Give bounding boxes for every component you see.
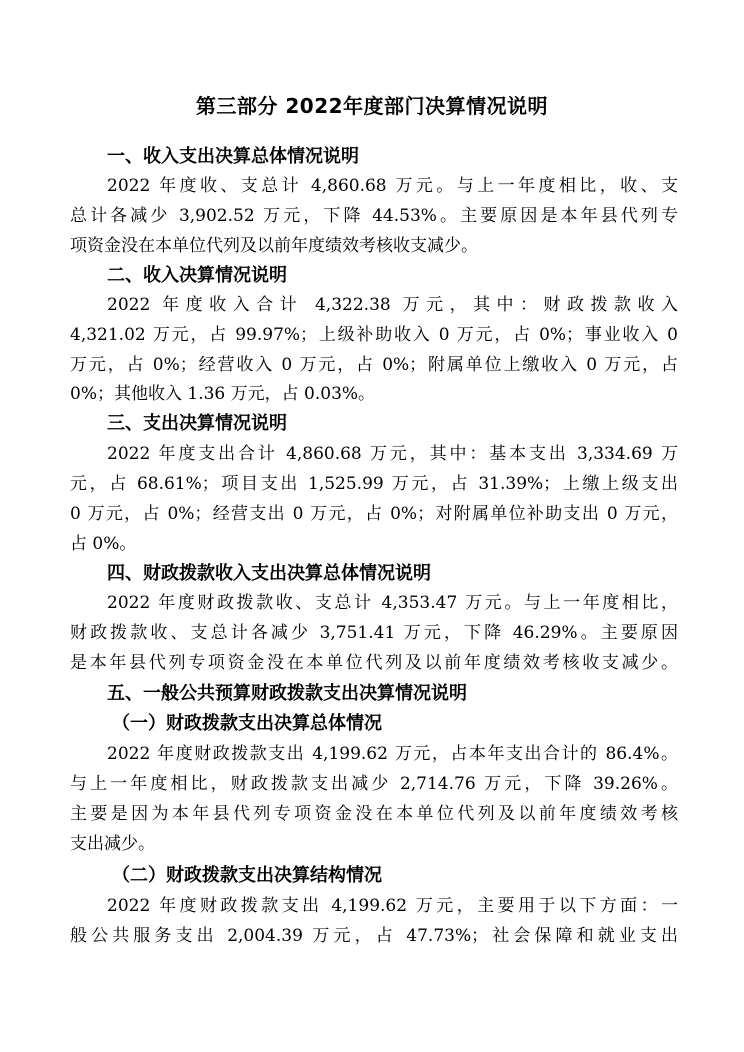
paragraph-line: 0 万元，占 0%；经营支出 0 万元，占 0%；对附属单位补助支出 0 万元，: [70, 504, 678, 524]
section-heading-2: 二、收入决算情况说明: [107, 265, 287, 286]
paragraph-line: 项资金没在本单位代列及以前年度绩效考核收支减少。: [70, 236, 478, 256]
section-heading-3: 三、支出决算情况说明: [107, 413, 287, 434]
paragraph-line: 主要是因为本年县代列专项资金没在本单位代列及以前年度绩效考核: [70, 804, 678, 824]
section-heading-1: 一、收入支出决算总体情况说明: [107, 146, 359, 167]
paragraph-line: 2022 年度财政拨款收、支总计 4,353.47 万元。与上一年度相比，: [107, 593, 678, 613]
paragraph-line: 2022 年度收、支总计 4,860.68 万元。与上一年度相比，收、支: [107, 176, 678, 196]
paragraph-line: 2022 年度收入合计 4,322.38 万元，其中：财政拨款收入: [107, 295, 678, 315]
paragraph-line: 2022 年度财政拨款支出 4,199.62 万元，主要用于以下方面：一: [107, 896, 678, 916]
paragraph-line: 元，占 68.61%；项目支出 1,525.99 万元，占 31.39%；上缴上级支出: [70, 474, 678, 494]
paragraph-line: 占 0%。: [70, 534, 137, 554]
paragraph-line: 总计各减少 3,902.52 万元，下降 44.53%。主要原因是本年县代列专: [70, 206, 678, 226]
paragraph-line: 财政拨款收、支总计各减少 3,751.41 万元，下降 46.29%。主要原因: [70, 623, 678, 643]
section-heading-5: 五、一般公共预算财政拨款支出决算情况说明: [107, 683, 467, 704]
paragraph-line: 4,321.02 万元，占 99.97%；上级补助收入 0 万元，占 0%；事业收入 0: [70, 325, 678, 345]
section-heading-4: 四、财政拨款收入支出决算总体情况说明: [107, 563, 431, 584]
page-title: 第三部分 2022年度部门决算情况说明: [195, 94, 549, 118]
paragraph-line: 与上一年度相比，财政拨款支出减少 2,714.76 万元，下降 39.26%。: [70, 774, 678, 794]
subsection-heading-1: （一）财政拨款支出决算总体情况: [112, 713, 382, 734]
paragraph-line: 2022 年度财政拨款支出 4,199.62 万元，占本年支出合计的 86.4%。: [107, 744, 678, 764]
subsection-heading-2: （二）财政拨款支出决算结构情况: [112, 865, 382, 886]
paragraph-line: 般公共服务支出 2,004.39 万元，占 47.73%；社会保障和就业支出: [70, 926, 678, 946]
paragraph-line: 2022 年度支出合计 4,860.68 万元，其中：基本支出 3,334.69 万: [107, 444, 678, 464]
paragraph-line: 0%；其他收入 1.36 万元，占 0.03%。: [70, 384, 376, 404]
paragraph-line: 是本年县代列专项资金没在本单位代列及以前年度绩效考核收支减少。: [70, 653, 678, 673]
paragraph-line: 支出减少。: [70, 834, 155, 854]
paragraph-line: 万元，占 0%；经营收入 0 万元，占 0%；附属单位上缴收入 0 万元，占: [70, 355, 678, 375]
